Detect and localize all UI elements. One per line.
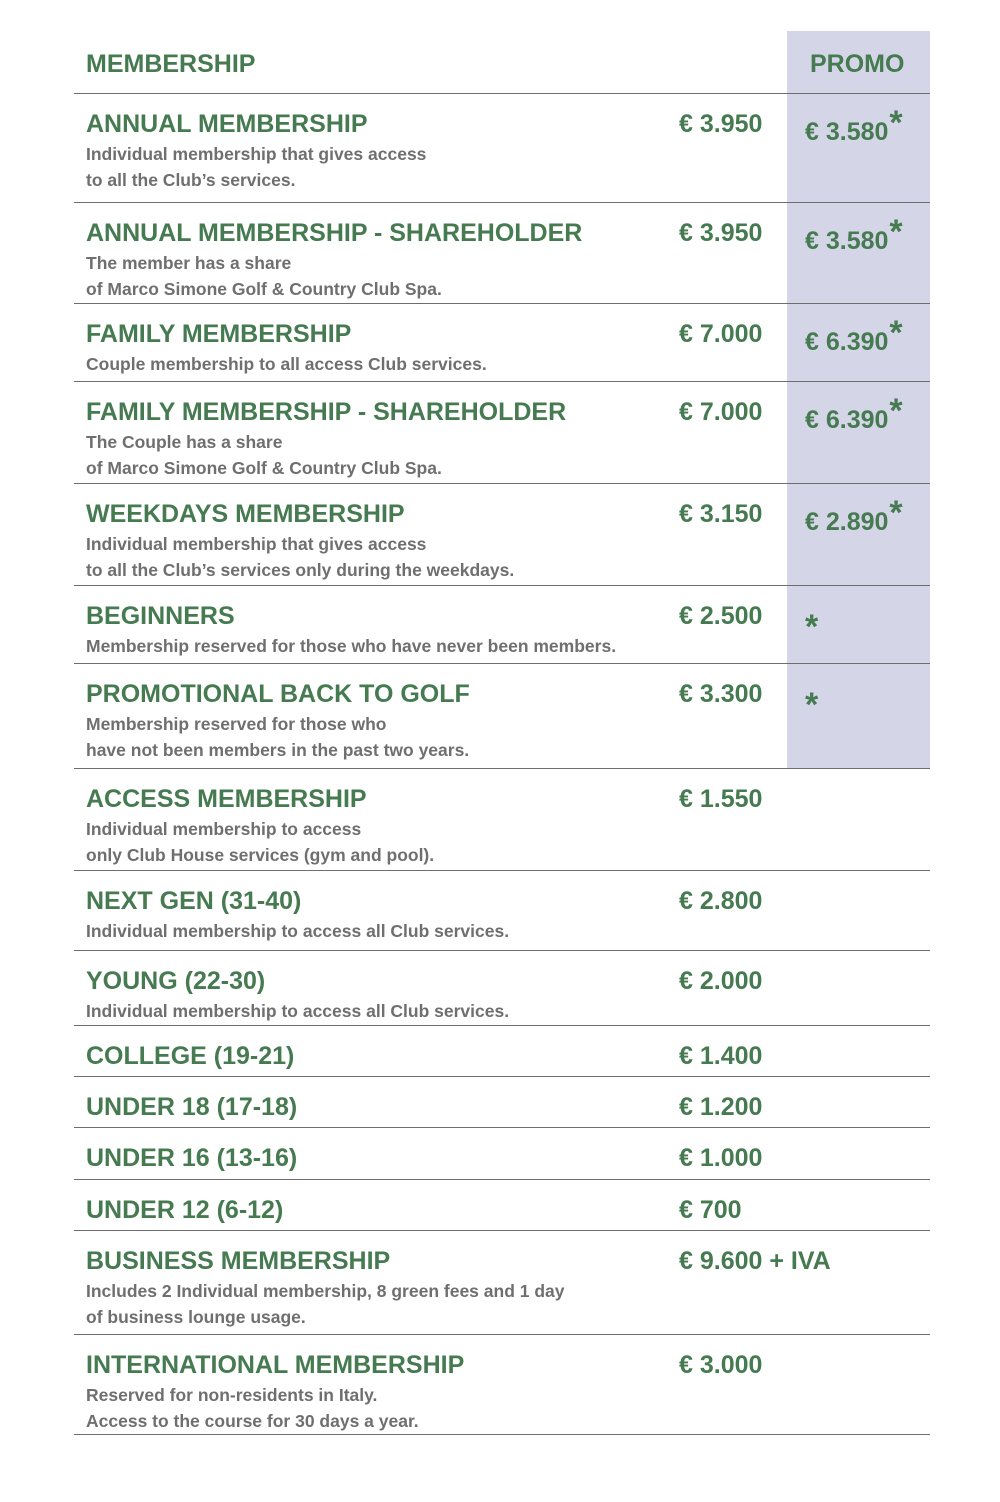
membership-header: MEMBERSHIP — [86, 50, 256, 78]
membership-price: € 700 — [679, 1196, 742, 1224]
membership-description: Membership reserved for those who have not been members in the past two years. — [86, 714, 470, 760]
membership-description: Individual membership that gives access to all the Club’s services. — [86, 144, 427, 190]
membership-title: FAMILY MEMBERSHIP — [86, 320, 352, 348]
membership-title: WEEKDAYS MEMBERSHIP — [86, 500, 405, 528]
membership-row — [74, 585, 930, 663]
membership-row — [74, 93, 930, 202]
membership-price: € 2.000 — [679, 967, 763, 995]
membership-row — [74, 303, 930, 381]
membership-price: € 1.200 — [679, 1093, 763, 1121]
promo-value: € 3.580 — [805, 227, 889, 255]
membership-price: € 3.000 — [679, 1351, 763, 1379]
membership-title: UNDER 16 (13-16) — [86, 1144, 298, 1172]
promo-value: € 6.390 — [805, 328, 889, 356]
asterisk-note-icon: * — [889, 104, 903, 142]
membership-price: € 3.950 — [679, 219, 763, 247]
promo-price — [805, 680, 818, 725]
asterisk-note-icon: * — [889, 314, 903, 352]
membership-description: The member has a share of Marco Simone Golf & Country Club Spa. — [86, 253, 442, 299]
membership-price: € 2.800 — [679, 887, 763, 915]
membership-description: The Couple has a share of Marco Simone Golf & Country Club Spa. — [86, 432, 442, 478]
membership-title: BEGINNERS — [86, 602, 235, 630]
membership-row — [74, 483, 930, 585]
membership-row — [74, 381, 930, 483]
promo-price — [805, 602, 818, 647]
membership-title: PROMOTIONAL BACK TO GOLF — [86, 680, 470, 708]
membership-row — [74, 202, 930, 303]
asterisk-note-icon: * — [805, 608, 819, 646]
promo-value: € 3.580 — [805, 118, 889, 146]
membership-price: € 3.950 — [679, 110, 763, 138]
promo-header: PROMO — [810, 50, 905, 78]
membership-price: € 1.400 — [679, 1042, 763, 1070]
membership-price: € 1.550 — [679, 785, 763, 813]
asterisk-note-icon: * — [889, 213, 903, 251]
membership-title: INTERNATIONAL MEMBERSHIP — [86, 1351, 465, 1379]
membership-title: YOUNG (22-30) — [86, 967, 266, 995]
membership-description: Includes 2 Individual membership, 8 green fees and 1 day of business lounge usage. — [86, 1281, 565, 1327]
membership-price: € 1.000 — [679, 1144, 763, 1172]
membership-title: ANNUAL MEMBERSHIP - SHAREHOLDER — [86, 219, 583, 247]
membership-row — [74, 950, 930, 1025]
membership-row — [74, 1025, 930, 1076]
asterisk-note-icon: * — [889, 494, 903, 532]
promo-value: € 2.890 — [805, 508, 889, 536]
membership-price: € 7.000 — [679, 320, 763, 348]
membership-description: Individual membership that gives access to all the Club’s services only during the weekdays. — [86, 534, 515, 580]
membership-price: € 9.600 + IVA — [679, 1247, 831, 1275]
membership-row — [74, 663, 930, 768]
promo-price — [805, 392, 903, 437]
membership-title: ANNUAL MEMBERSHIP — [86, 110, 368, 138]
promo-value: € 6.390 — [805, 406, 889, 434]
membership-description: Reserved for non-residents in Italy. Access to the course for 30 days a year. — [86, 1385, 419, 1431]
membership-row — [74, 1127, 930, 1179]
membership-row — [74, 1334, 930, 1435]
membership-title: ACCESS MEMBERSHIP — [86, 785, 367, 813]
membership-row — [74, 1076, 930, 1127]
membership-price: € 2.500 — [679, 602, 763, 630]
membership-price: € 3.150 — [679, 500, 763, 528]
membership-title: FAMILY MEMBERSHIP - SHAREHOLDER — [86, 398, 567, 426]
membership-description: Couple membership to all access Club services. — [86, 354, 487, 374]
membership-price: € 7.000 — [679, 398, 763, 426]
membership-title: COLLEGE (19-21) — [86, 1042, 295, 1070]
asterisk-note-icon: * — [889, 392, 903, 430]
promo-price — [805, 494, 903, 539]
membership-description: Individual membership to access all Club services. — [86, 1001, 510, 1021]
membership-row — [74, 1179, 930, 1230]
membership-title: UNDER 18 (17-18) — [86, 1093, 298, 1121]
membership-row — [74, 768, 930, 870]
asterisk-note-icon: * — [805, 686, 819, 724]
promo-price — [805, 104, 903, 149]
membership-row — [74, 1230, 930, 1334]
promo-price — [805, 314, 903, 359]
membership-description: Individual membership to access all Club services. — [86, 921, 510, 941]
membership-description: Membership reserved for those who have never been members. — [86, 636, 617, 656]
membership-row — [74, 870, 930, 950]
membership-title: BUSINESS MEMBERSHIP — [86, 1247, 391, 1275]
promo-price — [805, 213, 903, 258]
membership-title: NEXT GEN (31-40) — [86, 887, 302, 915]
membership-description: Individual membership to access only Club House services (gym and pool). — [86, 819, 435, 865]
membership-title: UNDER 12 (6-12) — [86, 1196, 284, 1224]
membership-price: € 3.300 — [679, 680, 763, 708]
